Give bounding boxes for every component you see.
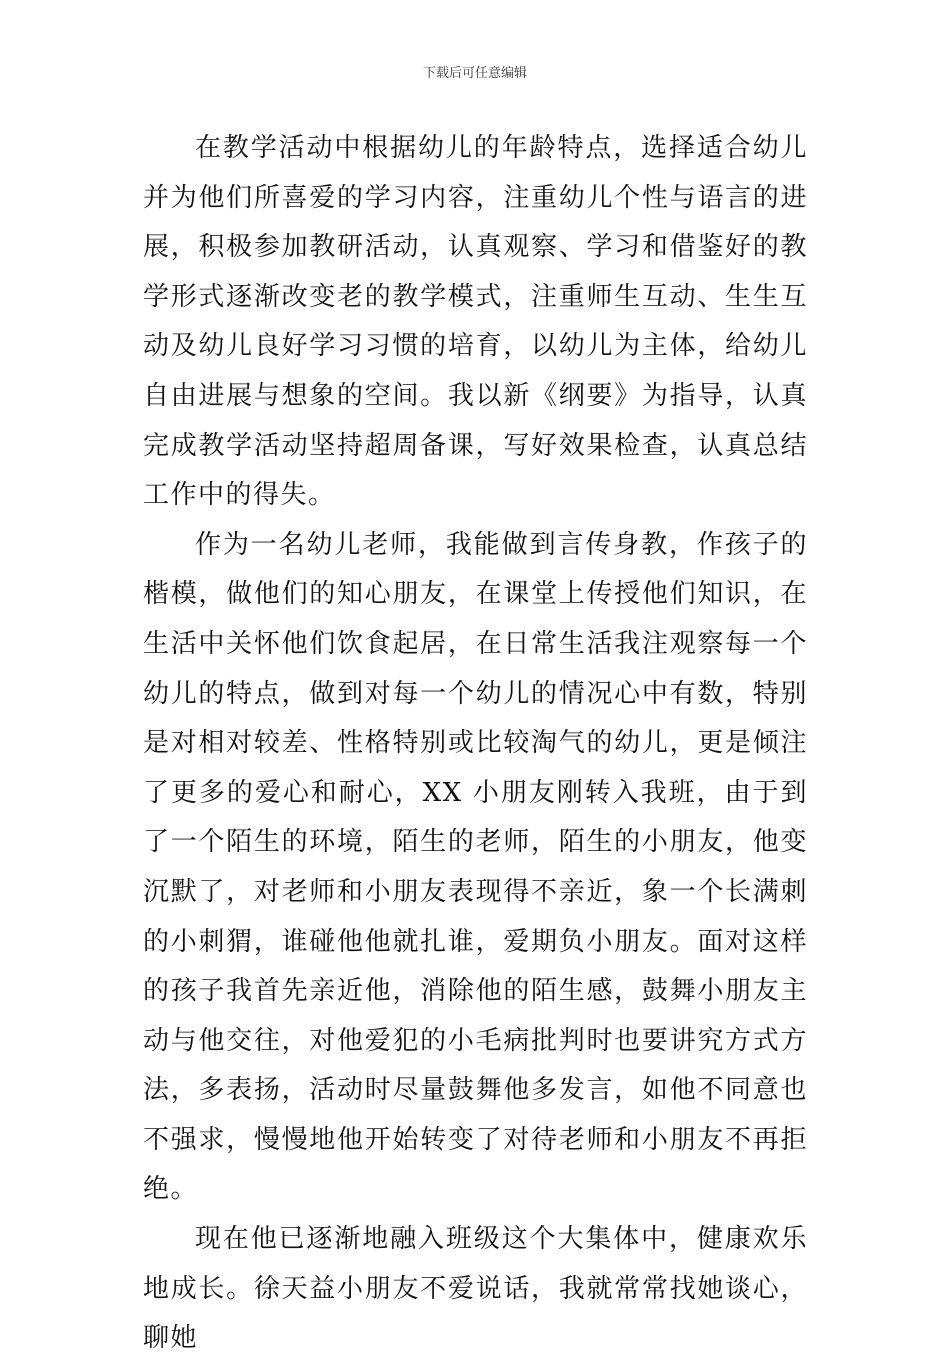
paragraph-3: 现在他已逐渐地融入班级这个大集体中，健康欢乐地成长。徐天益小朋友不爱说话，我就常常找她谈心，聊她 — [143, 1224, 808, 1354]
page-header: 下载后可任意编辑 — [422, 66, 527, 81]
paragraph-2: 作为一名幼儿老师，我能做到言传身教，作孩子的楷模，做他们的知心朋友，在课堂上传授他们知识，在生活中关怀他们饮食起居，在日常生活我注观察每一个幼儿的特点，做到对每一个幼儿的情况心中有数，特别是对相对较差、性格特别或比较淘气的幼儿，更是倾注了更多的爱心和耐心，XX 小朋友刚转入我班，由于到了一个陌生的环境，陌生的老师，陌生的小朋友，他变沉默了，对老师和小朋友表现得不亲近，象一个长满刺的小刺猬，谁碰他他就扎谁，爱期负小朋友。面对这样的孩子我首先亲近他，消除他的陌生感，鼓舞小朋友主动与他交往，对他爱犯的小毛病批判时也要讲究方式方法，多表扬，活动时尽量鼓舞他多发言，如他不同意也不强求，慢慢地他开始转变了对待老师和小朋友不再拒绝。 — [143, 529, 808, 1205]
document-body — [143, 124, 808, 1364]
paragraph-1: 在教学活动中根据幼儿的年龄特点，选择适合幼儿并为他们所喜爱的学习内容，注重幼儿个性与语言的进展，积极参加教研活动，认真观察、学习和借鉴好的教学形式逐渐改变老的教学模式，注重师生互动、生生互动及幼儿良好学习习惯的培育，以幼儿为主体，给幼儿自由进展与想象的空间。我以新《纲要》为指导，认真完成教学活动坚持超周备课，写好效果检查，认真总结工作中的得失。 — [143, 133, 808, 511]
